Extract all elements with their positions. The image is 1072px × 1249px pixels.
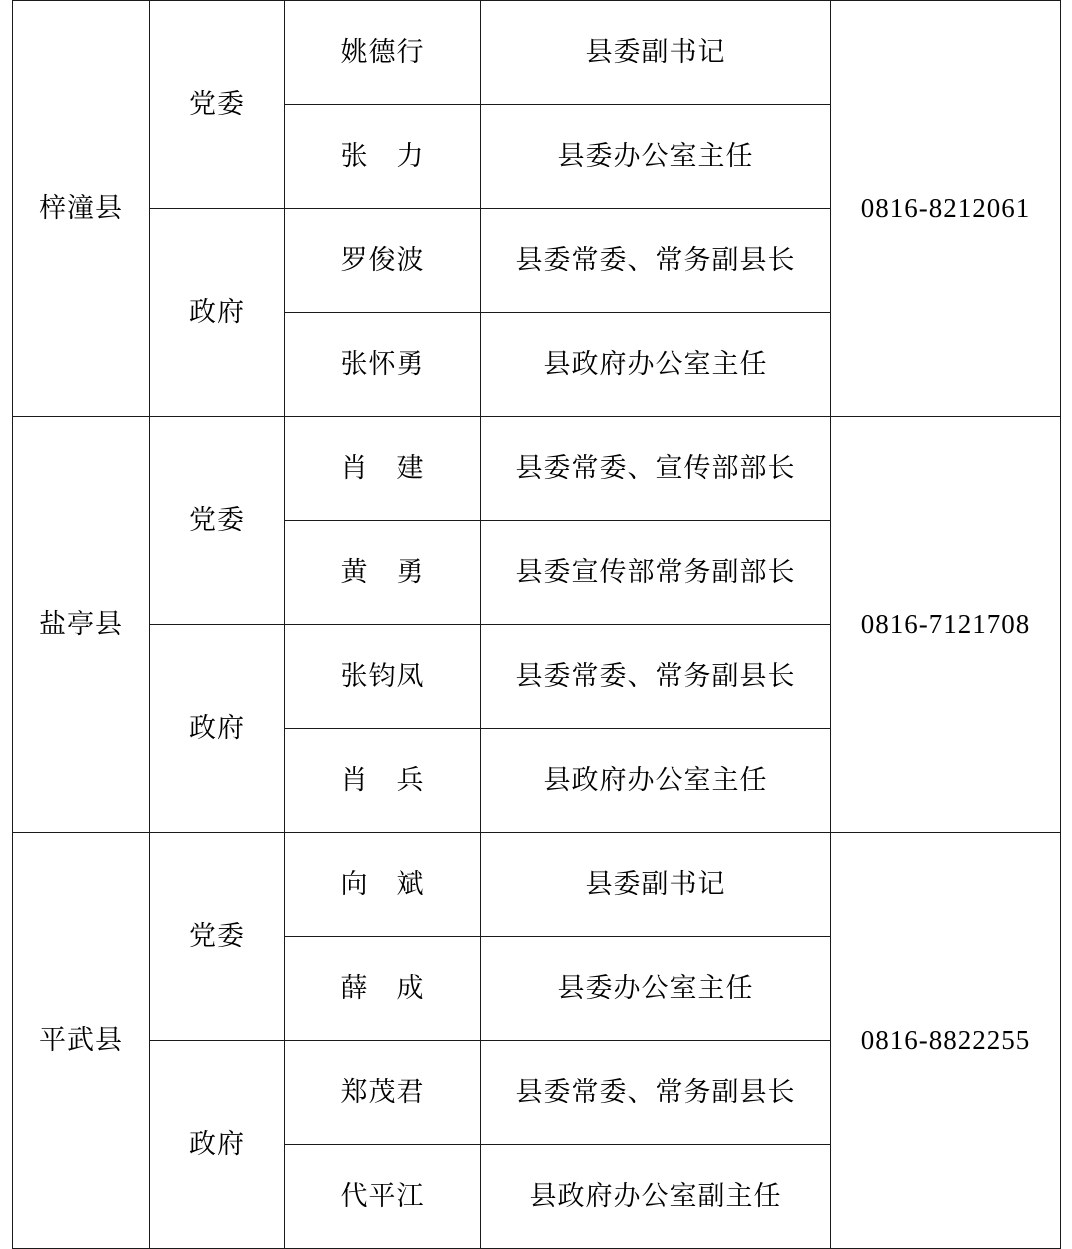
person-name-cell: 张 力 xyxy=(285,105,481,209)
person-title-cell: 县委副书记 xyxy=(481,1,831,105)
person-name-cell: 姚德行 xyxy=(285,1,481,105)
organization-cell: 党委 xyxy=(150,833,285,1041)
person-name-cell: 黄 勇 xyxy=(285,521,481,625)
county-cell: 平武县 xyxy=(13,833,150,1249)
person-title-cell: 县委副书记 xyxy=(481,833,831,937)
person-title-cell: 县委宣传部常务副部长 xyxy=(481,521,831,625)
table-row xyxy=(13,1,1061,105)
organization-cell: 党委 xyxy=(150,417,285,625)
person-title-cell: 县政府办公室主任 xyxy=(481,313,831,417)
person-title-cell: 县委常委、常务副县长 xyxy=(481,625,831,729)
table-row xyxy=(13,833,1061,937)
organization-cell: 政府 xyxy=(150,1041,285,1249)
phone-cell: 0816-8822255 xyxy=(831,833,1061,1249)
person-name-cell: 郑茂君 xyxy=(285,1041,481,1145)
person-title-cell: 县委办公室主任 xyxy=(481,937,831,1041)
person-name-cell: 张钧凤 xyxy=(285,625,481,729)
person-name-cell: 肖 建 xyxy=(285,417,481,521)
organization-cell: 党委 xyxy=(150,1,285,209)
phone-cell: 0816-8212061 xyxy=(831,1,1061,417)
person-title-cell: 县委办公室主任 xyxy=(481,105,831,209)
person-name-cell: 代平江 xyxy=(285,1145,481,1249)
person-name-cell: 张怀勇 xyxy=(285,313,481,417)
organization-cell: 政府 xyxy=(150,625,285,833)
phone-cell: 0816-7121708 xyxy=(831,417,1061,833)
person-title-cell: 县委常委、常务副县长 xyxy=(481,209,831,313)
person-title-cell: 县委常委、常务副县长 xyxy=(481,1041,831,1145)
table-row xyxy=(13,417,1061,521)
person-title-cell: 县政府办公室主任 xyxy=(481,729,831,833)
organization-cell: 政府 xyxy=(150,209,285,417)
person-name-cell: 肖 兵 xyxy=(285,729,481,833)
person-name-cell: 向 斌 xyxy=(285,833,481,937)
person-name-cell: 薛 成 xyxy=(285,937,481,1041)
county-cell: 盐亭县 xyxy=(13,417,150,833)
contact-roster-table xyxy=(12,0,1061,1249)
person-title-cell: 县委常委、宣传部部长 xyxy=(481,417,831,521)
county-cell: 梓潼县 xyxy=(13,1,150,417)
person-name-cell: 罗俊波 xyxy=(285,209,481,313)
person-title-cell: 县政府办公室副主任 xyxy=(481,1145,831,1249)
